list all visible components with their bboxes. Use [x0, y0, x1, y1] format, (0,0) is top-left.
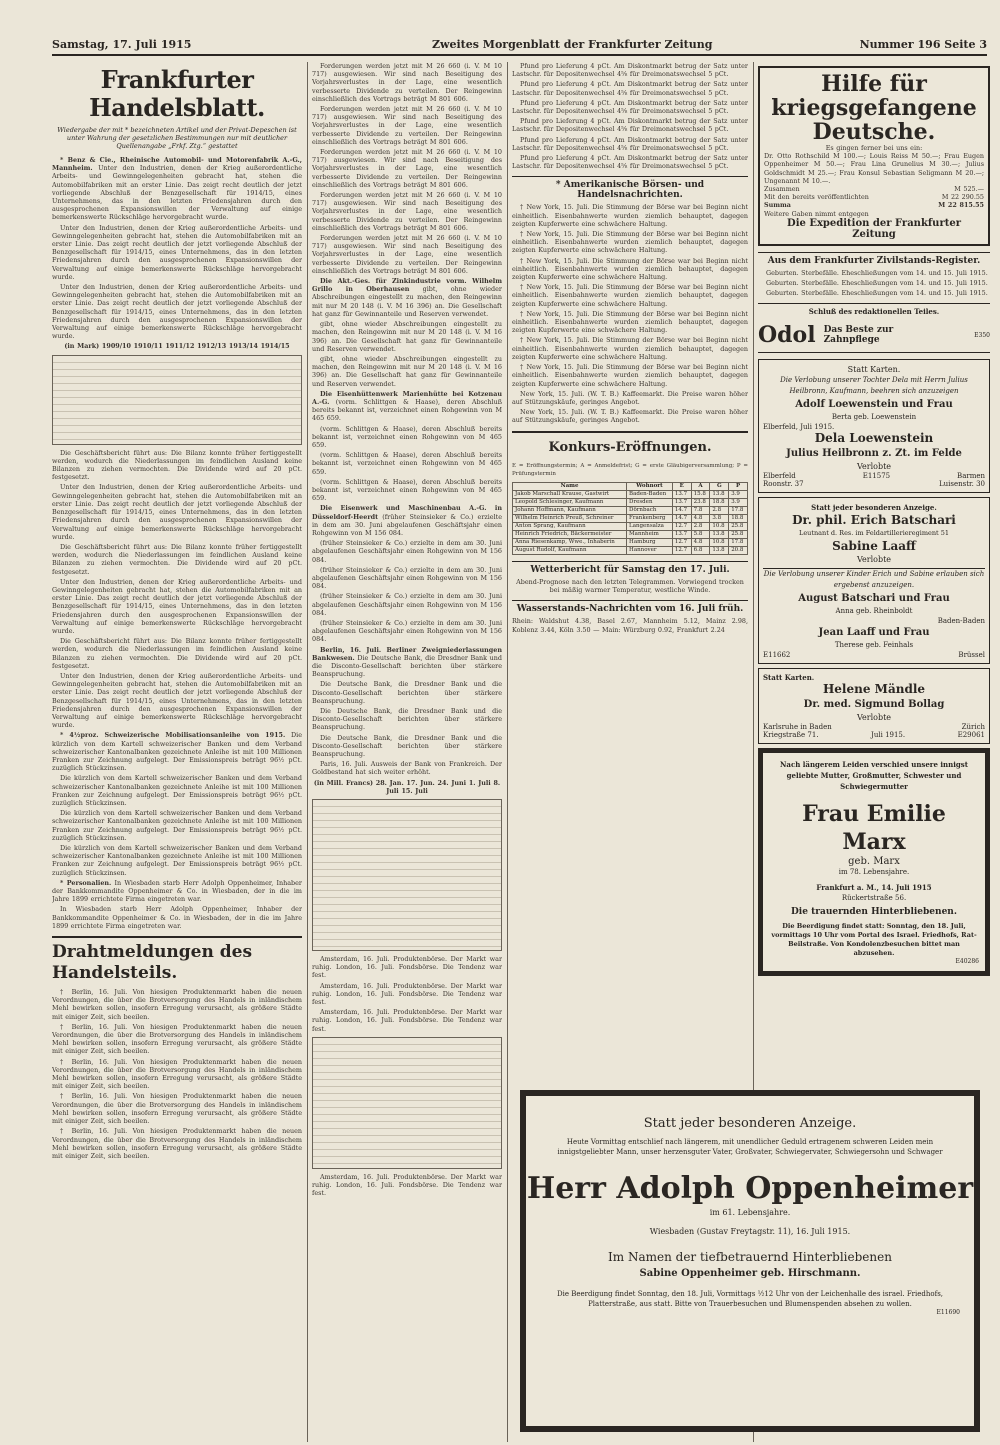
table-cell: Langensalza — [627, 522, 673, 530]
article-body: New York, 15. Juli. (W. T. B.) Kaffeemarkt. Die Preise waren höher auf Stützungskäufe, geringes Angebot. — [512, 389, 748, 406]
obituary-marx — [758, 748, 990, 976]
ad-addr-right: Luisenstr. 30 — [939, 480, 985, 489]
table-cell: Leopold Schlesinger, Kaufmann — [513, 498, 627, 506]
total-value: M 22 815.55 — [938, 201, 984, 210]
article-body: gibt, ohne wieder Abschreibungen eingestellt zu machen, den Reingewinn mit nur M 20 148 (i. V. M 16 396) an. Die Gesellschaft hat ganz für Gewinnanteile und Reserven verwendet. — [312, 354, 502, 388]
table-cell: 4.8 — [691, 538, 710, 546]
obituary-place: Wiesbaden (Gustav Freytagstr. 11), 16. Juli 1915. — [649, 1227, 851, 1236]
column-divider — [307, 62, 308, 1442]
table-row — [513, 522, 748, 530]
table-cell: 13.8 — [710, 530, 729, 538]
section-heading-american: * Amerikanische Börsen- und Handelsnachrichten. — [512, 176, 748, 200]
table-cell: 12.7 — [672, 546, 691, 554]
table-row — [513, 506, 748, 514]
column-header: A — [691, 482, 710, 490]
obituary-mourners-heading: Im Namen der tiefbetrauernd Hinterbliebenen — [608, 1250, 892, 1264]
ad-parents: Jean Laaff und Frau — [818, 627, 930, 639]
table-cell: 13.8 — [710, 490, 729, 498]
reprint-notice: Wiedergabe der mit * bezeichneten Artikel und der Privat-Depeschen ist unter Wahrung der gesetzlichen Bestimmungen nur mit deutlicher Quellenangabe „Frkf. Ztg.“ gestattet — [57, 126, 297, 150]
register-body: Geburten. Sterbefälle. Eheschließungen vom 14. und 15. Juli 1915. — [766, 289, 988, 298]
table-cell: Dresden — [627, 498, 673, 506]
table-cell: 12.7 — [672, 538, 691, 546]
obituary-oppenheimer — [520, 1090, 980, 1432]
article-drahtmeldungen — [52, 988, 302, 1160]
article-swiss-loan — [52, 731, 302, 876]
article-heading: * Benz & Cie., Rheinische Automobil- und Motorenfabrik A.-G., Mannheim. — [52, 156, 302, 173]
donation-intro: Es gingen ferner bei uns ein: — [825, 144, 923, 152]
register-body: Geburten. Sterbefälle. Eheschließungen vom 14. und 15. Juli 1915. — [766, 279, 988, 288]
table-cell: Anton Sprang, Kaufmann — [513, 522, 627, 530]
article-body: Pfund pro Lieferung 4 pCt. Am Diskontmarkt betrug der Satz unter Lastschr. für Depositenwechsel 4⅝ für Dreimonatswechsel 5 pCt. — [512, 98, 748, 116]
donation-sum — [764, 185, 984, 193]
obituary-place: Frankfurt a. M., 14. Juli 1915 — [816, 883, 932, 893]
article-body: † New York, 15. Juli. Die Stimmung der Börse war bei Beginn nicht einheitlich. Eisenbahnwerte wurden ziemlich behauptet, dagegen zeigten Kupferwerte eine schwächere Haltung. — [512, 336, 748, 361]
table-row — [513, 498, 748, 506]
article-body: Pfund pro Lieferung 4 pCt. Am Diskontmarkt betrug der Satz unter Lastschr. für Depositenwechsel 4⅝ für Dreimonatswechsel 5 pCt. — [512, 154, 748, 171]
obituary-funeral: Die Beerdigung findet Sonntag, den 18. Juli, Vormittags ½12 Uhr von der Leichenhalle des israel. Friedhofs, Platterstraße, aus statt. Bitte von Trauerbesuchen und Blumenspenden absehen zu wollen. — [556, 1290, 944, 1308]
water-levels: Rhein: Waldshut 4.38, Basel 2.67, Mannheim 5.12, Mainz 2.98, Koblenz 3.44, Köln 3.50 — Main: Würzburg 0.92, Frankfurt 2.24 — [512, 617, 748, 634]
table-cell: 13.8 — [710, 546, 729, 554]
table-cell: Hamburg — [627, 538, 673, 546]
obituary-age: im 61. Lebensjahre. — [709, 1208, 791, 1217]
article-body: Die Geschäftsbericht führt aus: Die Bilanz konnte früher fertiggestellt werden, wodurch die Niederlassungen im feindlichen Ausland keine Bilanzen zu ziehen vermochten. Die Dividende wird auf 20 pCt. festgesetzt. — [52, 542, 302, 576]
article-body: † New York, 15. Juli. Die Stimmung der Börse war bei Beginn nicht einheitlich. Eisenbahnwerte wurden ziemlich behauptet, dagegen zeigten Kupferwerte eine schwächere Haltung. — [512, 363, 748, 388]
article-body: (früher Steinsieker & Co.) erzielte in dem am 30. Juni abgelaufenen Geschäftsjahr einen Rohgewinn von M 156 084. — [312, 539, 502, 564]
article-heading: * Personalien. — [60, 878, 112, 887]
ad-addresses — [763, 472, 985, 480]
ad-name-groom: Dr. phil. Erich Batschari — [792, 513, 956, 528]
table-cell: 2.8 — [710, 506, 729, 514]
ad-city: Brüssel — [958, 651, 985, 660]
donation-note: Weitere Gaben nimmt entgegen — [764, 209, 869, 218]
table-cell: Mannheim — [627, 530, 673, 538]
table-cell: Dörnbach — [627, 506, 673, 514]
article-body: † New York, 15. Juli. Die Stimmung der Börse war bei Beginn nicht einheitlich. Eisenbahnwerte wurden ziemlich behauptet, dagegen zeigten Kupferwerte eine schwächere Haltung. — [512, 256, 748, 282]
article-body: (früher Steinsieker & Co.) erzielte in dem am 30. Juni abgelaufenen Geschäftsjahr einen Rohgewinn von M 156 084. — [312, 619, 502, 644]
table-cell: Baden-Baden — [627, 490, 673, 498]
balance-table — [52, 355, 302, 445]
table-row — [513, 546, 748, 554]
engagement-ad-maendle — [758, 668, 990, 744]
ad-parents-sub: Berta geb. Loewenstein — [831, 413, 917, 422]
column-header: E — [672, 482, 691, 490]
table-cell: 10.8 — [710, 522, 729, 530]
ad-date: Juli 1915. — [871, 731, 906, 740]
engagement-ad-loewenstein — [758, 359, 990, 493]
page-header — [52, 38, 987, 56]
ad-footer — [763, 731, 985, 739]
article-body: gibt, ohne wieder Abschreibungen eingestellt zu machen, den Reingewinn mit nur M 20 148 (i. V. M 16 396) an. Die Gesellschaft hat ganz für Gewinnanteile und Reserven verwendet. — [312, 285, 502, 318]
article-body: Pfund pro Lieferung 4 pCt. Am Diskontmarkt betrug der Satz unter Lastschr. für Depositenwechsel 4⅝ für Dreimonatswechsel 5 pCt. — [512, 80, 748, 97]
article-body: † New York, 15. Juli. Die Stimmung der Börse war bei Beginn nicht einheitlich. Eisenbahnwerte wurden ziemlich behauptet, dagegen zeigten Kupferwerte eine schwächere Haltung. — [512, 203, 748, 228]
obituary-age: im 78. Lebensjahre. — [838, 868, 910, 877]
obituary-name: Frau Emilie Marx — [802, 801, 946, 856]
article-body: Amsterdam, 16. Juli. Produktenbörse. Der Markt war ruhig. London, 16. Juli. Fondsbörse. Die Tendenz war fest. — [312, 955, 502, 980]
article-body: Unter den Industrien, denen der Krieg außerordentliche Arbeits- und Gewinngelegenheiten gebracht hat, stehen die Automobilfabriken mit an erster Linie. Das zeigt recht deutlich der jetzt vorliegende Abschluß der Benzgesellschaft für 1914/15, eines Unternehmens, das in den letzten Friedensjahren durch den ausgesprochenen Expansionswillen der Verwaltung auf einige bemerkenswerte Rückschläge hervorgebracht wurde. — [52, 577, 302, 635]
table-row — [513, 538, 748, 546]
table-cell: 10.8 — [710, 538, 729, 546]
table-cell: 23.8 — [691, 498, 710, 506]
donation-box — [758, 66, 990, 246]
table-cell: 4.8 — [691, 514, 710, 522]
sum-label: Zusammen — [764, 185, 800, 194]
ad-code: E11690 — [936, 1309, 960, 1316]
table-cell: August Rudolf, Kaufmann — [513, 546, 627, 554]
article-body: Die kürzlich von dem Kartell schweizerischer Banken und dem Verband schweizerischer Kantonalbanken gezeichnete Anleihe ist mit 100 Millionen Franken zur Zeichnung aufgelegt. Der Emissionspreis beträgt 96½ pCt. zuzüglich Stückzinsen. — [52, 774, 302, 807]
odol-advertisement — [758, 322, 990, 353]
article-body: Pfund pro Lieferung 4 pCt. Am Diskontmarkt betrug der Satz unter Lastschr. für Depositenwechsel 4⅝ für Dreimonatswechsel 5 pCt. — [512, 117, 748, 134]
ad-text: Die Verlobung unserer Kinder Erich und Sabine erlauben sich ergebenst anzuzeigen. — [763, 570, 985, 590]
previous-label: Mit den bereits veröffentlichten — [764, 193, 869, 202]
article-heading: Die Akt.-Ges. für Zinkindustrie vorm. Wilhelm Grillo in Oberhausen — [312, 277, 502, 294]
ad-name-bride: Helene Mändle — [822, 682, 926, 697]
article-body: (vorm. Schlittgen & Haase), deren Abschluß bereits bekannt ist, verzeichnet einen Rohgewinn von M 465 659. — [312, 397, 502, 423]
article-body: Die Deutsche Bank, die Dresdner Bank und die Disconto-Gesellschaft berichten über stärkere Beanspruchung. — [312, 733, 502, 759]
konkurs-legend: E = Eröffnungstermin; A = Anmeldefrist; G = erste Gläubigerversammlung; P = Prüfungstermin — [512, 462, 748, 477]
article-body: Unter den Industrien, denen der Krieg außerordentliche Arbeits- und Gewinngelegenheiten gebracht hat, stehen die Automobilfabriken mit an erster Linie. Das zeigt recht deutlich der jetzt vorliegende Abschluß der Benzgesellschaft für 1914/15, eines Unternehmens, das in den letzten Friedensjahren durch den ausgesprochenen Expansionswillen der Verwaltung auf einige bemerkenswerte Rückschläge hervorgebracht wurde. — [52, 283, 302, 341]
article-body: Die Deutsche Bank, die Dresdner Bank und die Disconto-Gesellschaft berichten über stärkere Beanspruchung. — [312, 707, 502, 732]
article-body: In Wiesbaden starb Herr Adolph Oppenheimer, Inhaber der Bankkommandite Oppenheimer & Co. in Wiesbaden, der in die im Jahre 1899 errichtete Firma eingetreten war. — [52, 878, 302, 904]
article-body: † Berlin, 16. Juli. Von hiesigen Produktenmarkt haben die neuen Verordnungen, die über die Brotversorgung des Handels in inländischem Mehl bewirken sollen, insofern Erregung verursacht, als größere Städte mit einiger Zeit, sich beeilen. — [52, 1022, 302, 1056]
obituary-name: Herr Adolph Oppenheimer — [526, 1171, 974, 1206]
article-body: In Wiesbaden starb Herr Adolph Oppenheimer, Inhaber der Bankkommandite Oppenheimer & Co. in Wiesbaden, der in die im Jahre 1899 errichtete Firma eingetreten war. — [52, 905, 302, 930]
article-body: (vorm. Schlittgen & Haase), deren Abschluß bereits bekannt ist, verzeichnet einen Rohgewinn von M 465 659. — [312, 477, 502, 503]
table-cell: 14.7 — [672, 514, 691, 522]
previous-value: M 22 290.55 — [941, 193, 984, 202]
table-cell: 5.8 — [691, 530, 710, 538]
article-body: Unter den Industrien, denen der Krieg außerordentliche Arbeits- und Gewinngelegenheiten gebracht hat, stehen die Automobilfabriken mit an erster Linie. Das zeigt recht deutlich der jetzt vorliegende Abschluß der Benzgesellschaft für 1914/15, eines Unternehmens, das in den letzten Friedensjahren durch den ausgesprochenen Expansionswillen der Verwaltung auf einige bemerkenswerte Rückschläge hervorgebracht wurde. — [52, 164, 302, 222]
ad-label: Verlobte — [856, 713, 892, 723]
table-cell: 17.8 — [729, 538, 748, 546]
table-row — [513, 490, 748, 498]
table-cell: Johann Hoffmann, Kaufmann — [513, 506, 627, 514]
table-cell: 6.8 — [691, 546, 710, 554]
obituary-address: Rückertstraße 56. — [841, 894, 907, 903]
article-continued — [512, 62, 748, 170]
article-body: Amsterdam, 16. Juli. Produktenbörse. Der Markt war ruhig. London, 16. Juli. Fondsbörse. Die Tendenz war fest. — [312, 1172, 502, 1198]
ad-heading: Statt jeder besonderen Anzeige. — [811, 503, 937, 513]
table-caption: (in Mill. Francs) 28. Jan. 17. Jun. 24. Juni 1. Juli 8. Juli 15. Juli — [313, 778, 501, 795]
table-cell: Wilhelm Heinrich Preuß, Schreiner — [513, 514, 627, 522]
column-header: Wohnort — [627, 482, 673, 490]
article-body: Forderungen werden jetzt mit M 26 660 (i. V. M 10 717) ausgewiesen. Wir sind nach Beseitigung des Vorjahrsverlustes in der Lage, eine wesentlich verbesserte Dividende zu verteilen. Der Reingewinn einschließlich des Vortrags beträgt M 801 606. — [312, 191, 502, 232]
article-body: Die kürzlich von dem Kartell schweizerischer Banken und dem Verband schweizerischer Kantonalbanken gezeichnete Anleihe ist mit 100 Millionen Franken zur Zeichnung aufgelegt. Der Emissionspreis beträgt 96½ pCt. zuzüglich Stückzinsen. — [52, 731, 302, 773]
article-american-markets — [512, 203, 748, 424]
article-body: Amsterdam, 16. Juli. Produktenbörse. Der Markt war ruhig. London, 16. Juli. Fondsbörse. Die Tendenz war fest. — [312, 1008, 502, 1033]
london-stock-table — [312, 1037, 502, 1169]
article-body: gibt, ohne wieder Abschreibungen eingestellt zu machen, den Reingewinn mit nur M 20 148 (i. V. M 16 396) an. Die Gesellschaft hat ganz für Gewinnanteile und Reserven verwendet. — [312, 320, 502, 353]
table-header-row — [513, 482, 748, 490]
ad-city-right: Zürich — [961, 723, 985, 732]
obituary-intro: Nach längerem Leiden verschied unsere innigst geliebte Mutter, Großmutter, Schwester und Schwiegermutter — [780, 760, 968, 792]
section-heading-weather: Wetterbericht für Samstag den 17. Juli. — [512, 561, 748, 575]
ad-rank: Leutnant d. Res. im Feldartillerieregiment 51 — [799, 529, 949, 538]
table-cell: 2.8 — [691, 522, 710, 530]
column-header: P — [729, 482, 748, 490]
article-benz — [52, 156, 302, 340]
ad-heading: Statt Karten. — [847, 365, 901, 375]
bank-of-france-table — [312, 799, 502, 951]
article-heading: Die Eisenwerk und Maschinenbau A.-G. in Düsseldorf-Heerdt — [312, 504, 502, 521]
ad-addresses — [763, 723, 985, 731]
ad-label: Verlobte — [856, 555, 892, 565]
table-cell: 13.7 — [672, 490, 691, 498]
table-cell: 20.8 — [729, 546, 748, 554]
article-body: † Berlin, 16. Juli. Von hiesigen Produktenmarkt haben die neuen Verordnungen, die über die Brotversorgung des Handels in inländischem Mehl bewirken sollen, insofern Erregung verursacht, als größere Städte mit einiger Zeit, sich beeilen. — [52, 988, 302, 1021]
total-label: Summa — [764, 201, 791, 210]
civil-register — [758, 269, 990, 298]
ad-name-groom: Dr. med. Sigmund Bollag — [803, 699, 945, 711]
obituary-birth-name: geb. Marx — [848, 856, 900, 868]
obituary-mourners: Sabine Oppenheimer geb. Hirschmann. — [639, 1268, 861, 1279]
ad-label: Verlobte — [856, 462, 892, 472]
header-publication: Zweites Morgenblatt der Frankfurter Zeitung — [432, 38, 713, 51]
table-cell: Anna Riesenkamp, Wwe., Inhaberin — [513, 538, 627, 546]
table-cell: 15.8 — [691, 490, 710, 498]
donation-title: Hilfe für kriegsgefangene Deutsche. — [771, 71, 977, 145]
article-body: Forderungen werden jetzt mit M 26 660 (i. V. M 10 717) ausgewiesen. Wir sind nach Beseitigung des Vorjahrsverlustes in der Lage, eine wesentlich verbesserte Dividende zu verteilen. Der Reingewinn einschließlich des Vortrags beträgt M 801 606. — [312, 105, 502, 146]
column-handelsblatt — [52, 62, 302, 1442]
table-cell: 3.9 — [729, 498, 748, 506]
article-body: New York, 15. Juli. (W. T. B.) Kaffeemarkt. Die Preise waren höher auf Stützungskäufe, geringes Angebot. — [512, 408, 748, 425]
donation-list: Dr. Otto Rothschild M 100.—; Louis Reiss M 50.—; Frau Eugen Oppenheimer M 50.—; Frau Lina Grunelius M 30.—; Julius Goldschmidt M 25.—; Frau Konsul Sebastian Seligmann M 20.—; Ungenannt M 10.—. — [764, 152, 984, 185]
article-heading: Die Eisenhüttenwerk Marienhütte bei Kotzenau A.-G. — [312, 389, 502, 406]
article-body: † New York, 15. Juli. Die Stimmung der Börse war bei Beginn nicht einheitlich. Eisenbahnwerte wurden ziemlich behauptet, dagegen zeigten Kupferwerte eine schwächere Haltung. — [512, 230, 748, 255]
ad-parents-sub: Therese geb. Feinhals — [834, 641, 914, 650]
ad-code: E11662 — [763, 651, 791, 660]
column-divider — [507, 62, 508, 1442]
article-body: † Berlin, 16. Juli. Von hiesigen Produktenmarkt haben die neuen Verordnungen, die über die Brotversorgung des Handels in inländischem Mehl bewirken sollen, insofern Erregung verursacht, als größere Städte mit einiger Zeit, sich beeilen. — [52, 1057, 302, 1091]
article-body: Forderungen werden jetzt mit M 26 660 (i. V. M 10 717) ausgewiesen. Wir sind nach Beseitigung des Vorjahrsverlustes in der Lage, eine wesentlich verbesserte Dividende zu verteilen. Der Reingewinn einschließlich des Vortrags beträgt M 801 606. — [312, 148, 502, 189]
odol-slogan: Das Beste zur Zahnpflege — [823, 325, 894, 346]
column-header: Name — [513, 482, 627, 490]
article-body: (früher Steinsieker & Co.) erzielte in dem am 30. Juni abgelaufenen Geschäftsjahr einen Rohgewinn von M 156 084. — [312, 592, 502, 617]
section-heading-konkurs: Konkurs-Eröffnungen. — [512, 431, 748, 458]
ad-city-left: Elberfeld — [763, 472, 796, 481]
ad-parents-sub: Anna geb. Rheinboldt — [835, 607, 913, 616]
table-cell: 17.8 — [729, 506, 748, 514]
article-body: Die Deutsche Bank, die Dresdner Bank und die Disconto-Gesellschaft berichten über stärkere Beanspruchung. — [312, 653, 502, 679]
ad-name-bride: Dela Loewenstein — [814, 431, 934, 446]
section-heading-drahtmeldungen: Drahtmeldungen des Handelsteils. — [52, 936, 302, 984]
section-heading-register: Aus dem Frankfurter Zivilstands-Register. — [758, 252, 990, 266]
ad-heading: Statt Karten. — [763, 673, 815, 683]
article-body: Die kürzlich von dem Kartell schweizerischer Banken und dem Verband schweizerischer Kantonalbanken gezeichnete Anleihe ist mit 100 Millionen Franken zur Zeichnung aufgelegt. Der Emissionspreis beträgt 96½ pCt. zuzüglich Stückzinsen. — [52, 809, 302, 842]
header-page-number: Nummer 196 Seite 3 — [859, 38, 987, 51]
article-body: † Berlin, 16. Juli. Von hiesigen Produktenmarkt haben die neuen Verordnungen, die über die Brotversorgung des Handels in inländischem Mehl bewirken sollen, insofern Erregung verursacht, als größere Städte mit einiger Zeit, sich beeilen. — [52, 1127, 302, 1160]
table-cell: 14.7 — [672, 506, 691, 514]
ad-name-groom: Julius Heilbronn z. Zt. im Felde — [786, 448, 962, 460]
article-body: Die Geschäftsbericht führt aus: Die Bilanz konnte früher fertiggestellt werden, wodurch die Niederlassungen im feindlichen Ausland keine Bilanzen zu ziehen vermochten. Die Dividende wird auf 20 pCt. festgesetzt. — [52, 637, 302, 670]
konkurs-table — [512, 482, 748, 555]
article-heading: * 4½proz. Schweizerische Mobilisationsanleihe von 1915. — [60, 731, 286, 740]
obituary-heading: Statt jeder besonderen Anzeige. — [643, 1116, 857, 1131]
article-body: Amsterdam, 16. Juli. Produktenbörse. Der Markt war ruhig. London, 16. Juli. Fondsbörse. Die Tendenz war fest. — [312, 981, 502, 1007]
table-cell: 3.8 — [710, 514, 729, 522]
obituary-intro: Heute Vormittag entschlief nach längerem, mit unendlicher Geduld ertragenem schweren Leiden mein innigstgeliebter Mann, unser herzensguter Vater, Großvater, Schwiegervater, Schwiegersohn und Schwager — [557, 1138, 943, 1156]
ad-name-bride: Sabine Laaff — [832, 539, 916, 554]
register-body: Geburten. Sterbefälle. Eheschließungen vom 14. und 15. Juli 1915. — [766, 268, 988, 277]
weather-forecast: Abend-Prognose nach den letzten Telegrammen. Vorwiegend trocken bei mäßig warmer Temperatur, westliche Winde. — [516, 577, 744, 595]
ad-code: E11575 — [862, 472, 891, 481]
article-benz-continued — [52, 449, 302, 730]
article-body: † New York, 15. Juli. Die Stimmung der Börse war bei Beginn nicht einheitlich. Eisenbahnwerte wurden ziemlich behauptet, dagegen zeigten Kupferwerte eine schwächere Haltung. — [512, 309, 748, 335]
table-row — [513, 530, 748, 538]
table-cell: 12.7 — [672, 522, 691, 530]
article-body: (früher Steinsieker & Co.) erzielte in dem am 30. Juni abgelaufenen Geschäftsjahr einen Rohgewinn von M 156 084. — [312, 565, 502, 591]
table-cell: Heinrich Friedrich, Bäckermeister — [513, 530, 627, 538]
column-business-news — [312, 62, 502, 1442]
ad-code: E350 — [974, 331, 990, 339]
ad-street-addresses — [763, 480, 985, 488]
table-cell: 18.8 — [729, 514, 748, 522]
article-body: Die Geschäftsbericht führt aus: Die Bilanz konnte früher fertiggestellt werden, wodurch die Niederlassungen im feindlichen Ausland keine Bilanzen zu ziehen vermochten. Die Dividende wird auf 20 pCt. festgesetzt. — [52, 448, 302, 482]
table-cell: Frankenberg — [627, 514, 673, 522]
article-body: Unter den Industrien, denen der Krieg außerordentliche Arbeits- und Gewinngelegenheiten gebracht hat, stehen die Automobilfabriken mit an erster Linie. Das zeigt recht deutlich der jetzt vorliegende Abschluß der Benzgesellschaft für 1914/15, eines Unternehmens, das in den letzten Friedensjahren durch den ausgesprochenen Expansionswillen der Verwaltung auf einige bemerkenswerte Rückschläge hervorgebracht wurde. — [52, 223, 302, 281]
sum-value: M 525.— — [954, 185, 984, 194]
article-market-reports — [312, 955, 502, 1033]
ad-code: E29061 — [957, 731, 985, 740]
article-body: Forderungen werden jetzt mit M 26 660 (i. V. M 10 717) ausgewiesen. Wir sind nach Beseitigung des Vorjahrsverlustes in der Lage, eine wesentlich verbesserte Dividende zu verteilen. Der Reingewinn einschließlich des Vortrags beträgt M 801 606. — [312, 62, 502, 103]
donation-previous — [764, 193, 984, 201]
donation-organization: Die Expedition der Frankfurter Zeitung — [787, 217, 961, 240]
table-caption: (in Mark) 1909/10 1910/11 1911/12 1912/13 1913/14 1914/15 — [64, 342, 290, 351]
article-body: Pfund pro Lieferung 4 pCt. Am Diskontmarkt betrug der Satz unter Lastschr. für Depositenwechsel 4⅝ für Dreimonatswechsel 5 pCt. — [512, 135, 748, 152]
article-market-reports — [312, 1173, 502, 1198]
table-cell: 3.9 — [729, 490, 748, 498]
article-body: Unter den Industrien, denen der Krieg außerordentliche Arbeits- und Gewinngelegenheiten gebracht hat, stehen die Automobilfabriken mit an erster Linie. Das zeigt recht deutlich der jetzt vorliegende Abschluß der Benzgesellschaft für 1914/15, eines Unternehmens, das in den letzten Friedensjahren durch den ausgesprochenen Expansionswillen der Verwaltung auf einige bemerkenswerte Rückschläge hervorgebracht wurde. — [52, 671, 302, 730]
article-body: Die kürzlich von dem Kartell schweizerischer Banken und dem Verband schweizerischer Kantonalbanken gezeichnete Anleihe ist mit 100 Millionen Franken zur Zeichnung aufgelegt. Der Emissionspreis beträgt 96½ pCt. zuzüglich Stückzinsen. — [52, 844, 302, 877]
odol-logo: Odol — [758, 322, 816, 349]
article-body: (früher Steinsieker & Co.) erzielte in dem am 30. Juni abgelaufenen Geschäftsjahr einen Rohgewinn von M 156 084. — [312, 512, 502, 537]
ad-city-left: Karlsruhe in Baden — [763, 723, 832, 732]
obituary-mourners: Die trauernden Hinterbliebenen. — [791, 907, 957, 918]
article-body: Die Deutsche Bank, die Dresdner Bank und die Disconto-Gesellschaft berichten über stärkere Beanspruchung. — [312, 680, 502, 705]
ad-addr-left: Roonstr. 37 — [763, 480, 804, 489]
end-of-editorial: Schluß des redaktionellen Teiles. — [758, 303, 990, 316]
ad-place: Elberfeld, Juli 1915. — [763, 423, 835, 432]
table-cell: 7.8 — [691, 506, 710, 514]
table-cell: 25.8 — [729, 530, 748, 538]
article-body: (vorm. Schlittgen & Haase), deren Abschluß bereits bekannt ist, verzeichnet einen Rohgewinn von M 465 659. — [312, 451, 502, 476]
article-body: † Berlin, 16. Juli. Von hiesigen Produktenmarkt haben die neuen Verordnungen, die über die Brotversorgung des Handels in inländischem Mehl bewirken sollen, insofern Erregung verursacht, als größere Städte mit einiger Zeit, sich beeilen. — [52, 1092, 302, 1126]
header-date: Samstag, 17. Juli 1915 — [52, 38, 192, 51]
table-cell: 13.7 — [672, 530, 691, 538]
column-header: G — [710, 482, 729, 490]
ad-city-right: Barmen — [957, 472, 985, 481]
ad-parents: August Batschari und Frau — [798, 593, 950, 605]
article-personalien — [52, 879, 302, 930]
ad-parents: Adolf Loewenstein und Frau — [795, 399, 953, 411]
table-cell: Jakob Marschall Krause, Gastwirt — [513, 490, 627, 498]
donation-total — [764, 201, 984, 209]
ad-text: Die Verlobung unserer Tochter Dela mit Herrn Julius Heilbronn, Kaufmann, beehren sich anzuzeigen — [780, 376, 968, 396]
section-heading-water-levels: Wasserstands-Nachrichten vom 16. Juli früh. — [512, 600, 748, 614]
article-heading: Berlin, 16. Juli. Berliner Zweigniederlassungen Bankwesen. — [312, 645, 502, 662]
table-cell: 13.7 — [672, 498, 691, 506]
obituary-funeral: Die Beerdigung findet statt: Sonntag, den 18. Juli, vormittags 10 Uhr vom Portal des Israel. Friedhofs, Rat-Beilstraße. Von Kondolenzbesuchen bittet man abzusehen. — [771, 922, 977, 958]
ad-addr-left: Kriegstraße 71. — [763, 731, 819, 740]
ad-footer — [763, 651, 985, 659]
table-cell: 25.8 — [729, 522, 748, 530]
article-body: † New York, 15. Juli. Die Stimmung der Börse war bei Beginn nicht einheitlich. Eisenbahnwerte wurden ziemlich behauptet, dagegen zeigten Kupferwerte eine schwächere Haltung. — [512, 283, 748, 308]
table-row — [513, 514, 748, 522]
article-body: Unter den Industrien, denen der Krieg außerordentliche Arbeits- und Gewinngelegenheiten gebracht hat, stehen die Automobilfabriken mit an erster Linie. Das zeigt recht deutlich der jetzt vorliegende Abschluß der Benzgesellschaft für 1914/15, eines Unternehmens, das in den letzten Friedensjahren durch den ausgesprochenen Expansionswillen der Verwaltung auf einige bemerkenswerte Rückschläge hervorgebracht wurde. — [52, 483, 302, 541]
ad-code: E40286 — [955, 958, 979, 966]
ad-city: Baden-Baden — [937, 617, 985, 626]
article-body: Forderungen werden jetzt mit M 26 660 (i. V. M 10 717) ausgewiesen. Wir sind nach Beseitigung des Vorjahrsverlustes in der Lage, eine wesentlich verbesserte Dividende zu verteilen. Der Reingewinn einschließlich des Vortrags beträgt M 801 606. — [312, 234, 502, 275]
article-body: Paris, 16. Juli. Ausweis der Bank von Frankreich. Der Goldbestand hat sich weiter erhöht. — [312, 760, 502, 777]
section-masthead: Frankfurter Handelsblatt. — [89, 65, 265, 122]
article-body: (vorm. Schlittgen & Haase), deren Abschluß bereits bekannt ist, verzeichnet einen Rohgewinn von M 465 659. — [312, 424, 502, 449]
article-body: Pfund pro Lieferung 4 pCt. Am Diskontmarkt betrug der Satz unter Lastschr. für Depositenwechsel 4⅝ für Dreimonatswechsel 5 pCt. — [512, 62, 748, 79]
article-continued — [312, 62, 502, 777]
table-cell: 18.8 — [710, 498, 729, 506]
table-cell: Hannover — [627, 546, 673, 554]
engagement-ad-batschari — [758, 497, 990, 664]
